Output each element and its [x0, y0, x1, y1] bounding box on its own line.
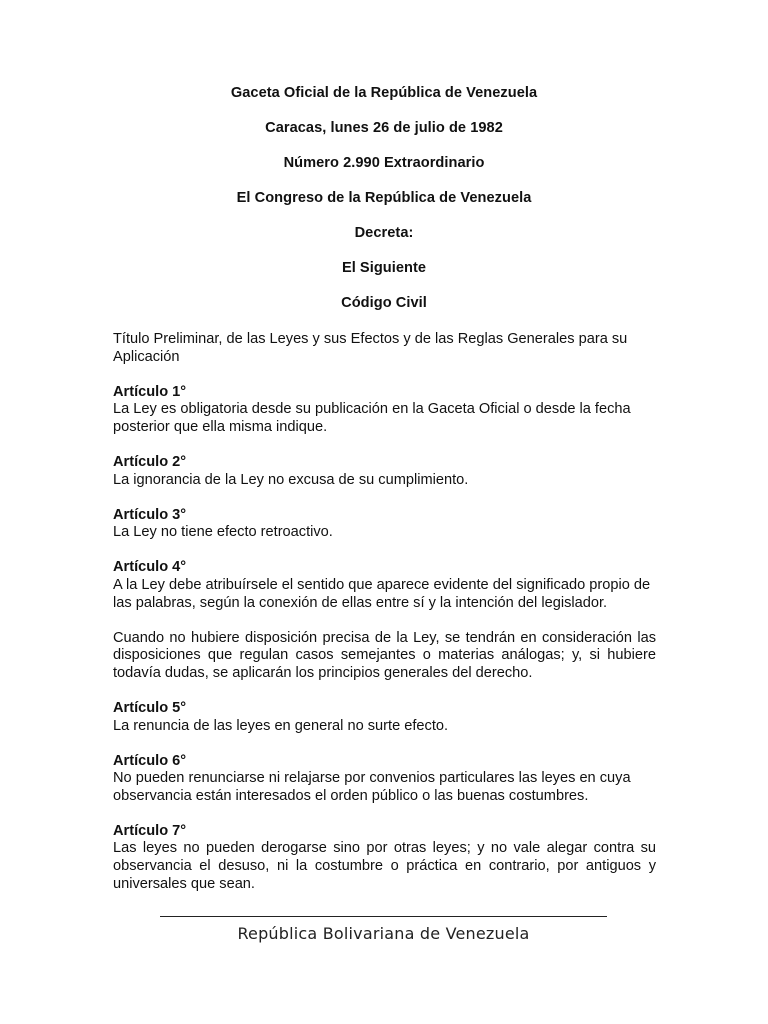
article-6 — [113, 753, 656, 806]
article-text: A la Ley debe atribuírsele el sentido que aparece evidente del significado propio de las palabras, según la conexión de ellas entre sí y la intención del legislador. — [113, 576, 651, 611]
article-text: La ignorancia de la Ley no excusa de su cumplimiento. — [113, 471, 469, 488]
article-title: Artículo 2° — [113, 453, 187, 470]
article-title: Artículo 1° — [113, 383, 187, 400]
article-text: La renuncia de las leyes en general no surte efecto. — [113, 717, 449, 734]
article-title: Artículo 4° — [113, 559, 187, 576]
gazette-title: Gaceta Oficial de la República de Venezuela — [230, 85, 538, 101]
article-text: La Ley es obligatoria desde su publicación en la Gaceta Oficial o desde la fecha posterior que ella misma indique. — [113, 401, 631, 435]
decree-subject-intro: El Siguiente — [341, 260, 427, 276]
preliminary-title: Título Preliminar, de las Leyes y sus Efectos y de las Reglas Generales para su Aplicación — [113, 331, 628, 365]
footer-text: República Bolivariana de Venezuela — [237, 924, 530, 943]
article-title: Artículo 6° — [113, 752, 187, 769]
article-text: Las leyes no pueden derogarse sino por otras leyes; y no vale alegar contra su observancia el desuso, ni la costumbre o práctica en contrario, por antiguos y universales que sean. — [113, 840, 656, 892]
article-text: La Ley no tiene efecto retroactivo. — [113, 524, 333, 541]
article-text: No pueden renunciarse ni relajarse por convenios particulares las leyes en cuya observancia están interesados el orden público o las buenas costumbres. — [113, 770, 631, 804]
issuing-body: El Congreso de la República de Venezuela — [236, 190, 532, 206]
footer-divider — [160, 916, 607, 917]
document-header — [0, 84, 768, 329]
article-7 — [113, 823, 656, 893]
document-body — [113, 331, 656, 893]
article-text: Cuando no hubiere disposición precisa de la Ley, se tendrán en consideración las disposiciones que regulan casos semejantes o materias análogas; y, si hubiere todavía dudas, se aplicarán los principios generales del derecho. — [113, 629, 656, 681]
article-1 — [113, 384, 656, 437]
article-3 — [113, 507, 656, 542]
publication-date: Caracas, lunes 26 de julio de 1982 — [265, 120, 503, 136]
article-title: Artículo 5° — [113, 699, 187, 716]
article-4 — [113, 559, 656, 682]
article-title: Artículo 3° — [113, 506, 187, 523]
article-2 — [113, 454, 656, 489]
decree-label: Decreta: — [354, 225, 414, 241]
code-title: Código Civil — [341, 295, 427, 311]
article-5 — [113, 700, 656, 735]
article-title: Artículo 7° — [113, 822, 187, 839]
issue-number: Número 2.990 Extraordinario — [283, 155, 485, 171]
